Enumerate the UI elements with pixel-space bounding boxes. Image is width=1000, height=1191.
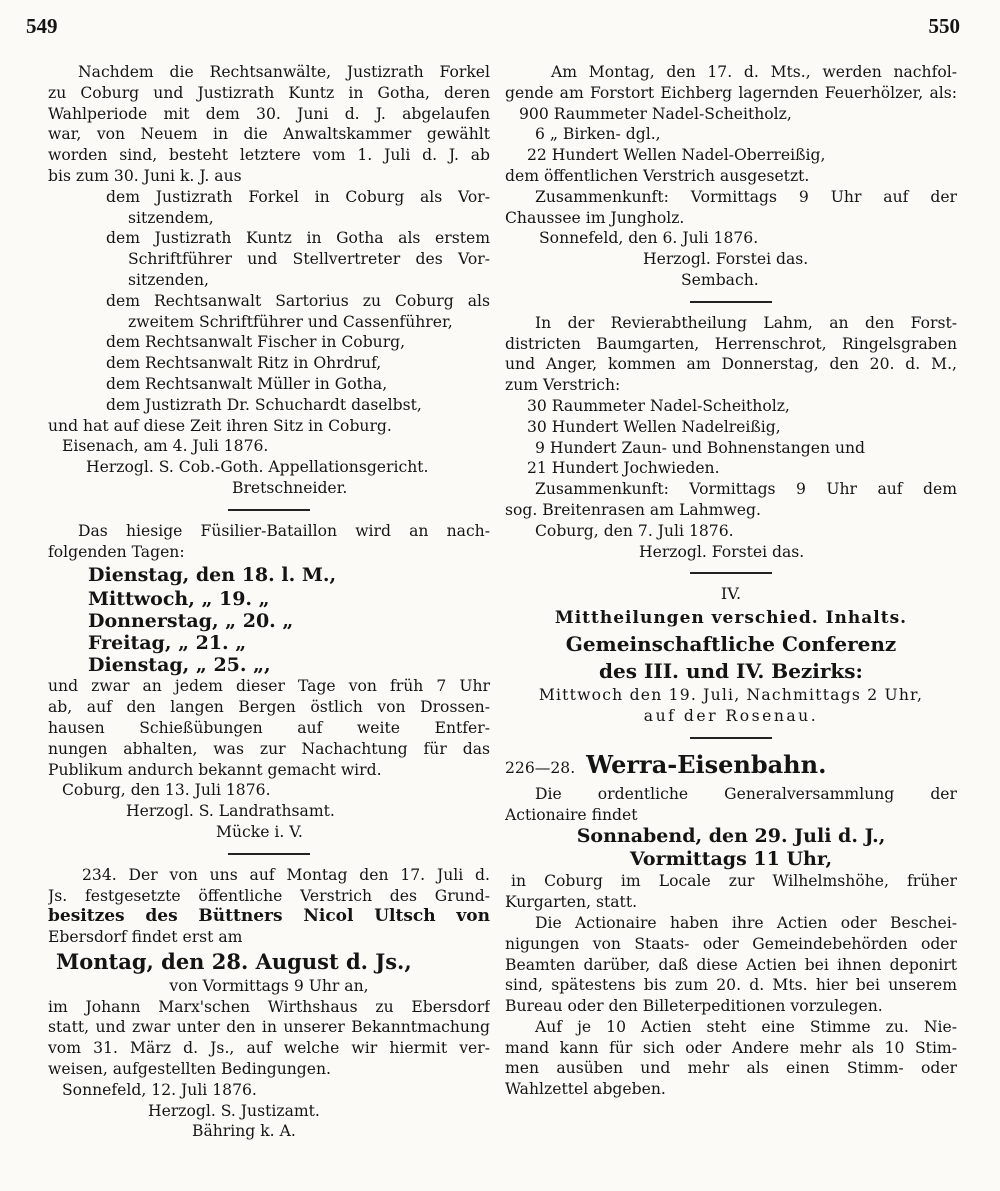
text-line: 22 Hundert Wellen Nadel-Oberreißig,: [527, 146, 826, 165]
signature-name: Bretschneider.: [232, 478, 348, 497]
date-line: Dienstag, den 18. l. M.,: [88, 564, 337, 587]
text-line: 9 Hundert Zaun- und Bohnenstangen und: [535, 438, 866, 457]
text-line: dem Rechtsanwalt Fischer in Coburg,: [106, 333, 406, 352]
text-line: Schriftführer und Stellvertreter des Vor-: [128, 250, 490, 269]
text-line: und Anger, kommen am Donnerstag, den 20. d. M.,: [505, 355, 957, 374]
text-line: nigungen von Staats- oder Gemeindebehörden oder: [505, 934, 957, 953]
divider: [228, 853, 310, 855]
signature-authority: Herzogl. Forstei das.: [643, 250, 809, 269]
text-line: 6 „ Birken- dgl.,: [535, 125, 661, 144]
text-line: Eisenach, am 4. Juli 1876.: [62, 437, 269, 456]
text-line: hausen Schießübungen auf weite Entfer-: [48, 718, 490, 737]
date-line: Mittwoch, „ 19. „: [88, 588, 270, 611]
text-line: Actionaire findet: [505, 805, 638, 824]
notice-property-auction: [48, 865, 490, 1143]
text-line: 30 Hundert Wellen Nadelreißig,: [527, 417, 781, 436]
text-line: und hat auf diese Zeit ihren Sitz in Coburg.: [48, 416, 392, 435]
notice-fusilier-battalion: [48, 521, 490, 843]
text-line: sog. Breitenrasen am Lahmweg.: [505, 500, 761, 519]
text-line: Auf je 10 Actien steht eine Stimme zu. Nie-: [535, 1017, 957, 1036]
text-line: nungen abhalten, was zur Nachachtung für das: [48, 739, 490, 758]
meeting-date: Sonnabend, den 29. Juli d. J.,: [576, 825, 886, 848]
section-numeral: IV.: [720, 584, 742, 604]
text-line: Bureau oder den Billeterpeditionen vorzulegen.: [505, 997, 883, 1016]
text-line: und zwar an jedem dieser Tage von früh 7 Uhr: [48, 677, 490, 696]
text-line: Die Actionaire haben ihre Actien oder Beschei-: [535, 913, 957, 932]
notice-werra-railway: [505, 749, 957, 1100]
text-line: Zusammenkunft: Vormittags 9 Uhr auf dem: [535, 480, 957, 499]
text-line: districten Baumgarten, Herrenschrot, Ringelsgraben: [505, 334, 957, 353]
text-line: sind, spätestens bis zum 20. d. Mts. hier bei unserem: [505, 976, 957, 995]
text-line: bis zum 30. Juni k. J. aus: [48, 166, 242, 185]
text-line: worden sind, besteht letztere vom 1. Juli d. J. ab: [48, 146, 490, 165]
notice-firewood-eichberg: [505, 62, 957, 291]
text-line: sitzendem,: [128, 208, 214, 227]
date-line: Freitag, „ 21. „: [88, 632, 247, 655]
text-line: Coburg, den 7. Juli 1876.: [535, 521, 734, 540]
text-line: dem Rechtsanwalt Ritz in Ohrdruf,: [106, 354, 382, 373]
text-line: zweitem Schriftführer und Cassenführer,: [128, 312, 453, 331]
right-column: [505, 62, 957, 1100]
text-line: 21 Hundert Jochwieden.: [527, 459, 720, 478]
text-line: Sonnefeld, 12. Juli 1876.: [62, 1080, 257, 1099]
conference-date: Mittwoch den 19. Juli, Nachmittags 2 Uhr,: [538, 686, 924, 705]
text-line: Das hiesige Füsilier-Bataillon wird an nach-: [78, 521, 490, 540]
text-line: Publikum andurch bekannt gemacht wird.: [48, 760, 382, 779]
text-line: In der Revierabtheilung Lahm, an den Forst-: [535, 313, 957, 332]
page-number-right: 550: [928, 14, 960, 38]
divider: [228, 509, 310, 511]
signature-authority: Herzogl. S. Landrathsamt.: [126, 802, 335, 821]
conference-title: Gemeinschaftliche Conferenz: [565, 632, 897, 657]
text-line: war, von Neuem in die Anwaltskammer gewählt: [48, 125, 490, 144]
text-line: mand kann für sich oder Andere mehr als 10 Stim-: [505, 1038, 957, 1057]
page-number-left: 549: [26, 14, 58, 38]
text-line: sitzenden,: [128, 270, 209, 289]
text-line: Ebersdorf findet erst am: [48, 928, 243, 947]
text-line: dem Justizrath Dr. Schuchardt daselbst,: [106, 395, 422, 414]
divider: [690, 301, 772, 303]
text-line: dem Rechtsanwalt Müller in Gotha,: [106, 374, 388, 393]
text-line: 900 Raummeter Nadel-Scheitholz,: [519, 104, 792, 123]
text-line: in Coburg im Locale zur Wilhelmshöhe, früher: [511, 872, 957, 891]
text-line: Am Montag, den 17. d. Mts., werden nachfol-: [551, 63, 957, 81]
signature-name: Mücke i. V.: [216, 822, 303, 841]
signature-authority: Herzogl. S. Cob.-Goth. Appellationsgericht.: [86, 458, 429, 477]
text-line: statt, und zwar unter den in unserer Bekanntmachung: [48, 1018, 490, 1037]
railway-heading-line: [505, 749, 957, 784]
text-line: gende am Forstort Eichberg lagernden Feuerhölzer, als:: [505, 83, 957, 102]
text-line: men ausüben und mehr als einen Stimm- oder: [505, 1059, 957, 1078]
text-line: 234. Der von uns auf Montag den 17. Juli d.: [82, 865, 490, 884]
date-line: Montag, den 28. August d. Js.,: [56, 948, 412, 974]
notice-number: 226—28.: [505, 758, 576, 777]
signature-name: Bähring k. A.: [192, 1122, 296, 1141]
text-line: 30 Raummeter Nadel-Scheitholz,: [527, 396, 790, 415]
text-line: zum Verstrich:: [505, 376, 621, 395]
text-line: dem öffentlichen Verstrich ausgesetzt.: [505, 166, 810, 185]
signature-authority: Herzogl. S. Justizamt.: [148, 1101, 320, 1120]
signature-authority: Herzogl. Forstei das.: [639, 542, 805, 561]
divider: [690, 572, 772, 574]
text-line: Die ordentliche Generalversammlung der: [535, 784, 957, 803]
text-line: Kurgarten, statt.: [505, 893, 638, 912]
text-line: Coburg, den 13. Juli 1876.: [62, 781, 271, 800]
text-line: Wahlperiode mit dem 30. Juni d. J. abgelaufen: [48, 104, 490, 123]
text-line: Wahlzettel abgeben.: [505, 1080, 666, 1099]
text-line: Js. festgesetzte öffentliche Verstrich des Grund-: [48, 886, 490, 905]
railway-title: Werra-Eisenbahn.: [586, 749, 827, 779]
signature-name: Sembach.: [681, 270, 759, 289]
text-line: dem Justizrath Forkel in Coburg als Vor-: [106, 187, 490, 206]
text-line: folgenden Tagen:: [48, 542, 185, 561]
section-iv: [505, 584, 957, 726]
meeting-time: Vormittags 11 Uhr,: [629, 848, 833, 871]
text-line: Zusammenkunft: Vormittags 9 Uhr auf der: [535, 187, 957, 206]
text-line: von Vormittags 9 Uhr an,: [169, 976, 369, 995]
text-line: dem Justizrath Kuntz in Gotha als erstem: [106, 229, 490, 248]
text-line: besitzes des Büttners Nicol Ultsch von: [48, 906, 490, 927]
text-line: vom 31. März d. Js., auf welche wir hiermit ver-: [48, 1039, 490, 1058]
text-line: Beamten darüber, daß diese Actien bei ihnen deponirt: [505, 955, 957, 974]
left-column: [48, 62, 490, 1142]
text-line: zu Coburg und Justizrath Kuntz in Gotha, deren: [48, 83, 490, 102]
conference-place: auf der Rosenau.: [643, 706, 819, 725]
date-line: Donnerstag, „ 20. „: [88, 610, 294, 633]
text-line: Chaussee im Jungholz.: [505, 208, 685, 227]
text-line: Nachdem die Rechtsanwälte, Justizrath Forkel: [78, 63, 490, 81]
text-line: ab, auf den langen Bergen östlich von Drossen-: [48, 698, 490, 717]
text-line: Sonnefeld, den 6. Juli 1876.: [539, 229, 759, 248]
conference-title: des III. und IV. Bezirks:: [599, 659, 863, 684]
divider: [690, 737, 772, 739]
text-line: im Johann Marx'schen Wirthshaus zu Ebersdorf: [48, 997, 490, 1016]
section-heading: Mittheilungen verschied. Inhalts.: [554, 608, 908, 629]
text-line: dem Rechtsanwalt Sartorius zu Coburg als: [106, 291, 490, 310]
text-line: weisen, aufgestellten Bedingungen.: [48, 1060, 332, 1079]
date-line: Dienstag, „ 25. „,: [88, 654, 271, 677]
notice-bar-association: [48, 62, 490, 499]
notice-firewood-lahm: [505, 313, 957, 563]
